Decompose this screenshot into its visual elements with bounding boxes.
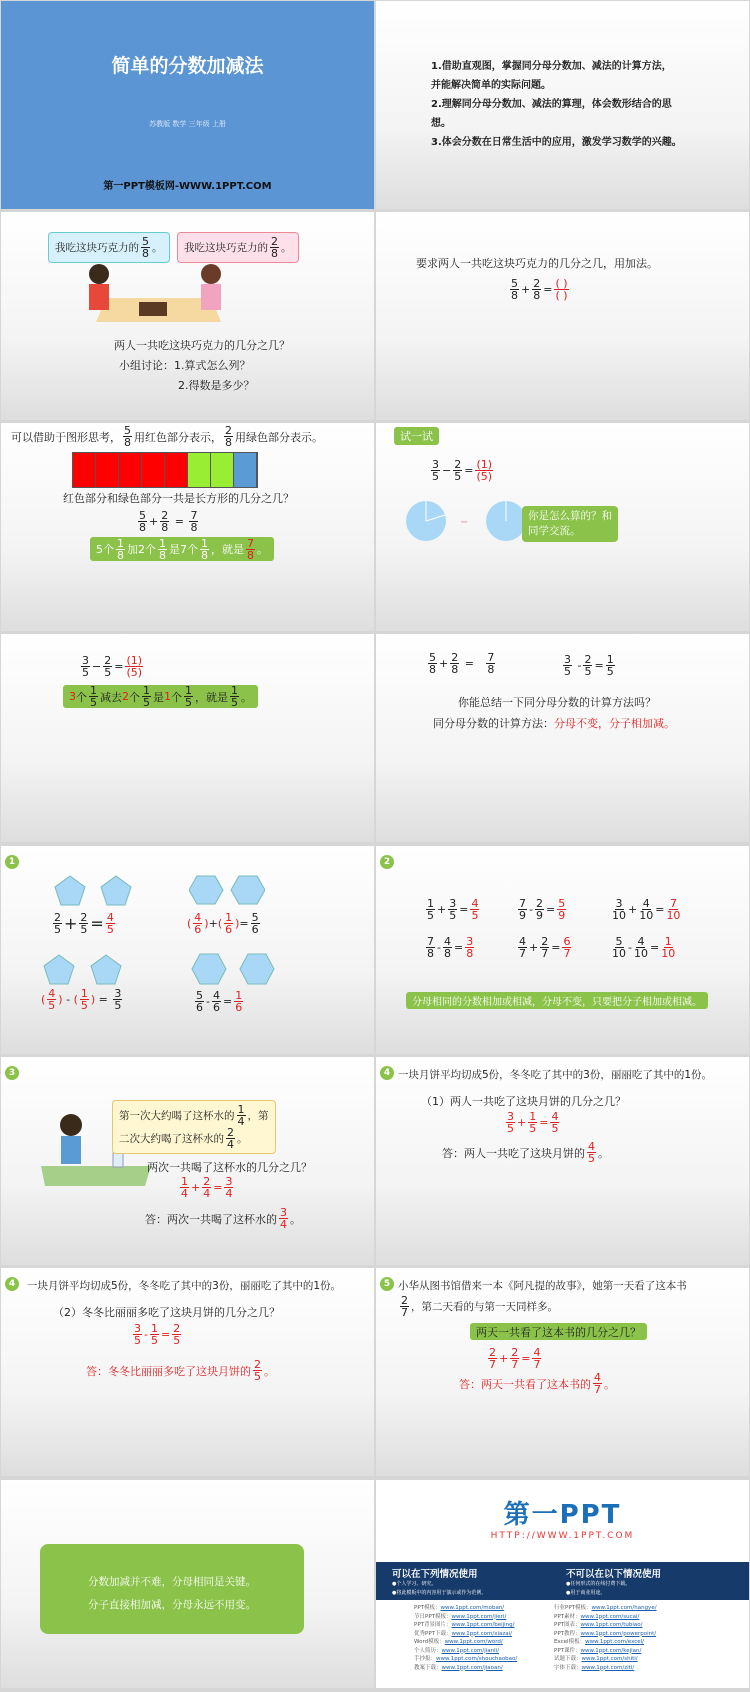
link-url[interactable]: www.1ppt.com/jiaoan/ bbox=[441, 1664, 503, 1671]
bar-cell bbox=[73, 453, 96, 487]
link-label: 教案下载： bbox=[414, 1664, 442, 1671]
exercise-badge: 1 bbox=[5, 855, 19, 869]
fraction: $\frac{5}{8}$ bbox=[142, 235, 149, 260]
equation: $\frac{5}{6}$ - $\frac{4}{6}$ = $\frac{1}{6}$ bbox=[196, 989, 243, 1014]
bar-cell bbox=[119, 453, 142, 487]
exercise-badge: 5 bbox=[380, 1277, 394, 1291]
exercise-badge: 2 bbox=[380, 855, 394, 869]
link-url[interactable]: www.1ppt.com/excel/ bbox=[585, 1639, 645, 1645]
fraction-blank: $\frac{( )}{( )}$ bbox=[555, 277, 568, 302]
slide-title[interactable] bbox=[1, 1, 374, 209]
slide-exercise-5[interactable] bbox=[376, 1268, 749, 1476]
equation: $\frac{7}{9}$ - $\frac{2}{9}$ = $\frac{5}{9}$ bbox=[519, 897, 566, 922]
link-list-right bbox=[554, 1604, 657, 1672]
question-text: 两次一共喝了这杯水的几分之几？ bbox=[147, 1161, 312, 1174]
pie-diagrams bbox=[406, 499, 526, 543]
bar-cell bbox=[165, 453, 188, 487]
question-text: 两人一共吃这块巧克力的几分之几？ bbox=[114, 339, 290, 352]
equation: $\frac{7}{8}$ - $\frac{4}{8}$ = $\frac{3}{8}$ bbox=[427, 935, 474, 960]
kids-table-illustration bbox=[81, 258, 231, 330]
link-url[interactable]: www.1ppt.com/sucai/ bbox=[580, 1613, 640, 1620]
title-text: 简单的分数加减法 bbox=[111, 55, 264, 77]
equation bbox=[508, 278, 571, 301]
explanation-bar: 3 个 $\frac{1}{5}$ 减去 2 个 $\frac{1}{5}$ 是 1 个 $\frac{1}{5}$ ，就是 $\frac{1}{5}$ 。 bbox=[63, 685, 258, 708]
link-url[interactable]: www.1ppt.com/beijing/ bbox=[451, 1622, 515, 1628]
link-url[interactable]: www.1ppt.com/jieri/ bbox=[451, 1613, 507, 1620]
link-label: PPT背景图片： bbox=[414, 1622, 452, 1628]
pentagon-pair bbox=[53, 874, 133, 908]
link-row[interactable] bbox=[554, 1655, 657, 1664]
slide-subtraction[interactable] bbox=[1, 634, 374, 842]
slide-exercise-4a[interactable] bbox=[376, 1057, 749, 1265]
link-label: PPT教程： bbox=[554, 1630, 581, 1637]
sub-question-text: （2）冬冬比丽丽多吃了这块月饼的几分之几？ bbox=[53, 1306, 280, 1319]
plus-sign: + bbox=[521, 283, 531, 296]
link-label: 个人简历： bbox=[414, 1647, 442, 1654]
equation: $\frac{3}{10}$ + $\frac{4}{10}$ = $\frac{7}{10}$ bbox=[612, 897, 681, 922]
link-url[interactable]: www.1ppt.com/shiti/ bbox=[581, 1656, 638, 1662]
answer-text: 答：两天一共看了这本书的 $\frac{4}{7}$ 。 bbox=[459, 1371, 615, 1396]
brand-logo: 第一PPT bbox=[503, 1500, 622, 1530]
equation-1: $\frac{5}{8}$ + $\frac{2}{8}$ = $\frac{7}{8}$ bbox=[429, 651, 495, 676]
rule-bar: 分母相同的分数相加或相减，分母不变，只要把分子相加或相减。 bbox=[406, 992, 708, 1009]
hint-line: 可以借助于图形思考， $\frac{5}{8}$ 用红色部分表示， $\frac{2}{8}$ 用绿色部分表示。 bbox=[11, 424, 323, 449]
fraction: $\frac{2}{8}$ bbox=[271, 235, 278, 260]
question-bar: 两天一共看了这本书的几分之几？ bbox=[470, 1323, 647, 1340]
bubble-end: 。 bbox=[152, 242, 163, 254]
hexagon-subtraction bbox=[191, 952, 275, 986]
explanation-bar: 5个 $\frac{1}{8}$ 加2个 $\frac{1}{8}$ 是7个 $\frac{1}{8}$ ，就是 $\frac{7}{8}$ 。 bbox=[90, 537, 274, 561]
link-label: 字体下载： bbox=[554, 1664, 582, 1671]
link-url[interactable]: www.1ppt.com/word/ bbox=[444, 1639, 503, 1645]
goal-line: 想。 bbox=[431, 118, 451, 129]
goals-block bbox=[431, 57, 682, 152]
link-label: 优秀PPT下载： bbox=[414, 1630, 452, 1637]
bar-cell bbox=[188, 453, 211, 487]
goal-line: 并能解决简单的实际问题。 bbox=[431, 80, 551, 91]
equation: $\frac{1}{5}$ + $\frac{3}{5}$ = $\frac{4}{5}$ bbox=[427, 897, 479, 922]
link-label: Word模板： bbox=[414, 1639, 445, 1645]
question-text: 一块月饼平均切成5份，冬冬吃了其中的3份，丽丽吃了其中的1份。 bbox=[398, 1069, 713, 1081]
link-url[interactable]: www.1ppt.com/powerpoint/ bbox=[580, 1630, 657, 1637]
equation: $\frac{2}{5}$ + $\frac{2}{5}$ = $\frac{4}{5}$ bbox=[54, 911, 114, 936]
equation: $\frac{3}{5}$ − $\frac{2}{5}$ = $\frac{(1)}{(5)}$ bbox=[432, 458, 493, 483]
link-label: 试题下载： bbox=[554, 1656, 582, 1662]
question-text: 你能总结一下同分母分数的计算方法吗？ bbox=[458, 696, 656, 709]
question-text: 一块月饼平均切成5份，冬冬吃了其中的3份，丽丽吃了其中的1份。 bbox=[27, 1280, 342, 1292]
link-row[interactable] bbox=[414, 1604, 517, 1613]
bubble-text: 我吃这块巧克力的 bbox=[55, 242, 139, 254]
link-url[interactable]: www.1ppt.com/shouchaobao/ bbox=[436, 1656, 518, 1662]
equation: $\frac{4}{7}$ + $\frac{2}{7}$ = $\frac{6}{7}$ bbox=[519, 935, 571, 960]
link-url[interactable]: www.1ppt.com/kejian/ bbox=[580, 1647, 642, 1654]
can-use-item: ●将此模板中的内容用于演示或作为范例。 bbox=[392, 1590, 487, 1596]
subtitle-text: 苏教版 数学 三年级 上册 bbox=[149, 120, 226, 128]
link-row[interactable] bbox=[414, 1613, 517, 1622]
speech-bubble: 第一次大约喝了这杯水的 $\frac{1}{4}$ ，第 二次大约喝了这杯水的 $\frac{2}{4}$ 。 bbox=[112, 1100, 276, 1154]
link-row[interactable] bbox=[554, 1613, 657, 1622]
link-label: PPT图表： bbox=[554, 1622, 581, 1628]
slide-summary[interactable] bbox=[376, 634, 749, 842]
equation: ( $\frac{4}{5}$ ) - ( $\frac{1}{5}$ ) = $\frac{3}{5}$ bbox=[41, 987, 122, 1012]
fraction: $\frac{5}{8}$ bbox=[511, 277, 518, 302]
slide-exercise-3[interactable] bbox=[1, 1057, 374, 1265]
can-use-title: 可以在下列情况使用 bbox=[392, 1569, 478, 1580]
svg-text:−: − bbox=[460, 517, 469, 528]
link-url[interactable]: www.1ppt.com/tubiao/ bbox=[580, 1622, 643, 1628]
link-label: Excel模板： bbox=[554, 1639, 586, 1645]
link-row[interactable] bbox=[414, 1630, 517, 1639]
brand-text: 第一PPT模板网-WWW.1PPT.COM bbox=[103, 181, 272, 192]
bubble-text: 我吃这块巧克力的 bbox=[184, 242, 268, 254]
cannot-use-title: 不可以在以下情况使用 bbox=[566, 1569, 662, 1580]
hexagon-pair bbox=[189, 874, 265, 906]
equation: $\frac{5}{10}$ - $\frac{4}{10}$ = $\frac{1}{10}$ bbox=[612, 935, 676, 960]
slide-bar-model[interactable] bbox=[1, 423, 374, 631]
bar-cell bbox=[142, 453, 165, 487]
exercise-badge: 4 bbox=[380, 1066, 394, 1080]
link-label: PPT模板： bbox=[414, 1605, 441, 1611]
rhyme-line: 分子直接相加减，分母永远不用变。 bbox=[88, 1599, 256, 1611]
speech-bubble: 你是怎么算的？和 同学交流。 bbox=[522, 506, 618, 542]
link-url[interactable]: www.1ppt.com/xiazai/ bbox=[451, 1630, 513, 1637]
link-row[interactable] bbox=[554, 1621, 657, 1630]
equation: $\frac{3}{5}$ + $\frac{1}{5}$ = $\frac{4}{5}$ bbox=[507, 1110, 559, 1135]
link-url[interactable]: www.1ppt.com/moban/ bbox=[440, 1605, 505, 1611]
can-use-item: ●个人学习、研究。 bbox=[392, 1581, 437, 1587]
brand-url[interactable]: HTTP://WWW.1PPT.COM bbox=[490, 1531, 635, 1541]
slide-rhyme[interactable] bbox=[1, 1480, 374, 1688]
link-list-left bbox=[414, 1604, 517, 1672]
fraction-bar bbox=[72, 452, 258, 488]
slide-try[interactable] bbox=[376, 423, 749, 631]
link-label: 手抄报： bbox=[414, 1656, 437, 1662]
rule-text: 同分母分数的计算方法：分母不变，分子相加减。 bbox=[433, 717, 675, 730]
fraction: $\frac{2}{8}$ bbox=[533, 277, 541, 302]
cannot-use-item: ●任何形式的在线付费下载。 bbox=[566, 1581, 631, 1587]
link-label: 行业PPT模板： bbox=[554, 1605, 592, 1611]
link-row[interactable] bbox=[414, 1664, 517, 1673]
link-row[interactable] bbox=[414, 1647, 517, 1656]
slide-exercise-1[interactable] bbox=[1, 846, 374, 1054]
cannot-use-item: ●用于商业用途。 bbox=[566, 1590, 606, 1596]
question-text-2: $\frac{2}{7}$ ，第二天看的与第一天同样多。 bbox=[401, 1294, 558, 1319]
link-label: PPT课件： bbox=[554, 1647, 581, 1654]
bar-cell bbox=[211, 453, 234, 487]
answer-text: 答：两次一共喝了这杯水的 $\frac{3}{4}$ 。 bbox=[145, 1206, 301, 1231]
answer-text: 答：两人一共吃了这块月饼的 $\frac{4}{5}$ 。 bbox=[442, 1140, 609, 1165]
equation: $\frac{5}{8}$ + $\frac{2}{8}$ = $\frac{7}{8}$ bbox=[139, 509, 198, 534]
bar-cell bbox=[96, 453, 119, 487]
goal-line: 1.借助直观图，掌握同分母分数加、减法的计算方法， bbox=[431, 61, 672, 72]
question-text: 小华从图书馆借来一本《阿凡提的故事》，她第一天看了这本书 bbox=[398, 1280, 687, 1292]
pentagon-subtraction bbox=[43, 954, 123, 986]
link-row[interactable] bbox=[554, 1630, 657, 1639]
link-url[interactable]: www.1ppt.com/jianli/ bbox=[441, 1647, 500, 1654]
slide-exercise-4b[interactable] bbox=[1, 1268, 374, 1476]
bar-cell bbox=[234, 453, 257, 487]
discussion-text: 小组讨论：1.算式怎么列？ bbox=[119, 359, 251, 372]
equation: $\frac{3}{5}$ − $\frac{2}{5}$ = $\frac{(1)}{(5)}$ bbox=[82, 654, 143, 679]
equation: $\frac{1}{4}$ + $\frac{2}{4}$ = $\frac{3}{4}$ bbox=[181, 1175, 233, 1200]
sub-question-text: （1）两人一共吃了这块月饼的几分之几？ bbox=[421, 1095, 626, 1108]
equals-sign: = bbox=[543, 283, 553, 296]
link-row[interactable] bbox=[414, 1621, 517, 1630]
equation: $\frac{3}{5}$ - $\frac{1}{5}$ = $\frac{2}{5}$ bbox=[134, 1322, 181, 1347]
equation: ( $\frac{4}{6}$ ) + ( $\frac{1}{6}$ ) = $\frac{5}{6}$ bbox=[187, 911, 259, 936]
usage-banner bbox=[376, 1562, 749, 1600]
rhyme-box bbox=[40, 1544, 304, 1634]
discussion-text-2: 2.得数是多少？ bbox=[178, 379, 255, 392]
question-text: 红色部分和绿色部分一共是长方形的几分之几？ bbox=[63, 492, 294, 505]
slide-exercise-2[interactable] bbox=[376, 846, 749, 1054]
exercise-badge: 4 bbox=[5, 1277, 19, 1291]
try-tag: 试一试 bbox=[394, 427, 439, 445]
link-url[interactable]: www.1ppt.com/hangye/ bbox=[591, 1605, 657, 1611]
link-row[interactable] bbox=[554, 1664, 657, 1673]
link-row[interactable] bbox=[554, 1604, 657, 1613]
goal-line: 3.体会分数在日常生活中的应用，激发学习数学的兴趣。 bbox=[431, 137, 682, 148]
instruction-text: 要求两人一共吃这块巧克力的几分之几，用加法。 bbox=[416, 257, 658, 270]
goal-line: 2.理解同分母分数加、减法的算理，体会数形结合的思 bbox=[431, 99, 672, 110]
answer-text: 答：冬冬比丽丽多吃了这块月饼的 $\frac{2}{5}$ 。 bbox=[86, 1358, 275, 1383]
slide-brand[interactable] bbox=[376, 1480, 749, 1688]
link-row[interactable] bbox=[554, 1647, 657, 1656]
link-url[interactable]: www.1ppt.com/ziti/ bbox=[581, 1664, 635, 1671]
link-label: 节日PPT模板： bbox=[414, 1613, 452, 1620]
slide-chocolate[interactable] bbox=[1, 212, 374, 420]
equation: $\frac{2}{7}$ + $\frac{2}{7}$ = $\frac{4}{7}$ bbox=[489, 1346, 541, 1371]
link-row[interactable] bbox=[414, 1638, 517, 1647]
slide-goals[interactable] bbox=[376, 1, 749, 209]
slide-addition[interactable] bbox=[376, 212, 749, 420]
equation-2: $\frac{3}{5}$ - $\frac{2}{5}$ = $\frac{1}{5}$ bbox=[564, 653, 614, 678]
rhyme-line: 分数加减并不难，分母相同是关键。 bbox=[88, 1576, 256, 1588]
exercise-badge: 3 bbox=[5, 1066, 19, 1080]
link-row[interactable] bbox=[554, 1638, 657, 1647]
link-row[interactable] bbox=[414, 1655, 517, 1664]
link-label: PPT素材： bbox=[554, 1613, 581, 1620]
bubble-end: 。 bbox=[281, 242, 292, 254]
